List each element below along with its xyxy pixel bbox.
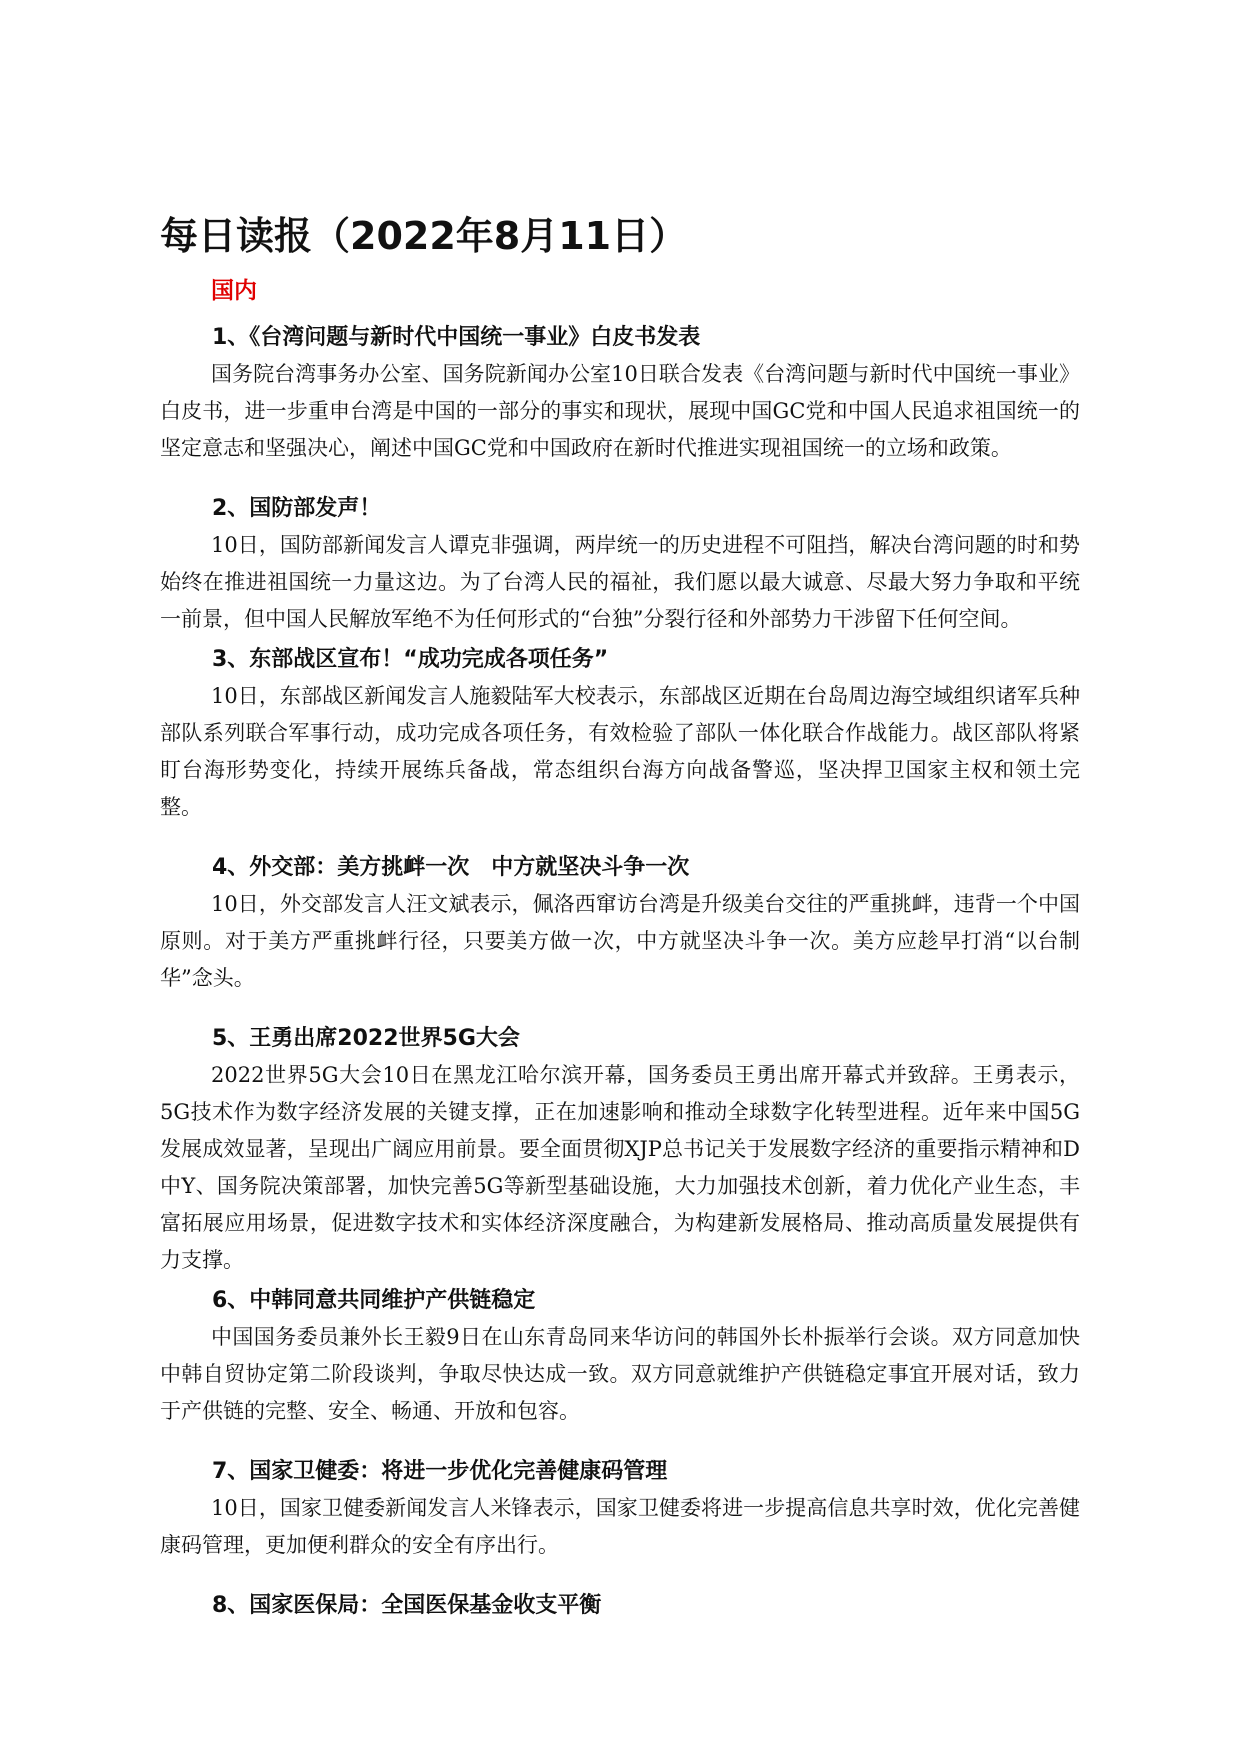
news-item-body: 中国国务委员兼外长王毅9日在山东青岛同来华访问的韩国外长朴振举行会谈。双方同意加快中韩自贸协定第二阶段谈判，争取尽快达成一致。双方同意就维护产供链稳定事宜开展对话，致力于产供链的完整、安全、畅通、开放和包容。 [160,1325,1080,1423]
news-item [160,493,1080,638]
news-item [160,852,1080,997]
news-item-heading: 1、《台湾问题与新时代中国统一事业》白皮书发表 [212,325,701,350]
news-item [160,1456,1080,1564]
news-item-body: 10日，东部战区新闻发言人施毅陆军大校表示，东部战区近期在台岛周边海空域组织诸军兵种部队系列联合军事行动，成功完成各项任务，有效检验了部队一体化联合作战能力。战区部队将紧盯台海形势变化，持续开展练兵备战，常态组织台海方向战备警巡，坚决捍卫国家主权和领土完整。 [160,684,1080,819]
news-item-body: 10日，国家卫健委新闻发言人米锋表示，国家卫健委将进一步提高信息共享时效，优化完善健康码管理，更加便利群众的安全有序出行。 [160,1496,1080,1557]
news-item [160,644,1080,826]
news-item [160,1023,1080,1279]
news-item-body: 国务院台湾事务办公室、国务院新闻办公室10日联合发表《台湾问题与新时代中国统一事业》白皮书，进一步重申台湾是中国的一部分的事实和现状，展现中国GC党和中国人民追求祖国统一的坚定意志和坚强决心，阐述中国GC党和中国政府在新时代推进实现祖国统一的立场和政策。 [160,362,1080,460]
news-list [160,322,1080,1624]
news-item-heading: 5、王勇出席2022世界5G大会 [212,1026,520,1051]
news-item-heading: 4、外交部：美方挑衅一次 中方就坚决斗争一次 [212,855,690,880]
news-item-body: 10日，外交部发言人汪文斌表示，佩洛西窜访台湾是升级美台交往的严重挑衅，违背一个中国原则。对于美方严重挑衅行径，只要美方做一次，中方就坚决斗争一次。美方应趁早打消“以台制华”念头。 [160,892,1080,990]
document-title: 每日读报（2022年8月11日） [160,214,688,258]
news-item-heading: 3、东部战区宣布！“成功完成各项任务” [212,647,609,672]
news-item-heading: 8、国家医保局：全国医保基金收支平衡 [212,1593,602,1618]
news-item-heading: 7、国家卫健委：将进一步优化完善健康码管理 [212,1459,668,1484]
news-item [160,1590,1080,1622]
news-item-body: 10日，国防部新闻发言人谭克非强调，两岸统一的历史进程不可阻挡，解决台湾问题的时和势始终在推进祖国统一力量这边。为了台湾人民的福祉，我们愿以最大诚意、尽最大努力争取和平统一前景，但中国人民解放军绝不为任何形式的“台独”分裂行径和外部势力干涉留下任何空间。 [160,533,1080,631]
news-item-heading: 2、国防部发声！ [212,496,382,521]
news-item [160,1285,1080,1430]
section-label-domestic: 国内 [211,278,257,304]
news-item [160,322,1080,467]
news-item-heading: 6、中韩同意共同维护产供链稳定 [212,1288,536,1313]
news-item-body: 2022世界5G大会10日在黑龙江哈尔滨开幕，国务委员王勇出席开幕式并致辞。王勇表示，5G技术作为数字经济发展的关键支撑，正在加速影响和推动全球数字化转型进程。近年来中国5G发展成效显著，呈现出广阔应用前景。要全面贯彻XJP总书记关于发展数字经济的重要指示精神和D中Y、国务院决策部署，加快完善5G等新型基础设施，大力加强技术创新，着力优化产业生态，丰富拓展应用场景，促进数字技术和实体经济深度融合，为构建新发展格局、推动高质量发展提供有力支撑。 [160,1063,1080,1272]
